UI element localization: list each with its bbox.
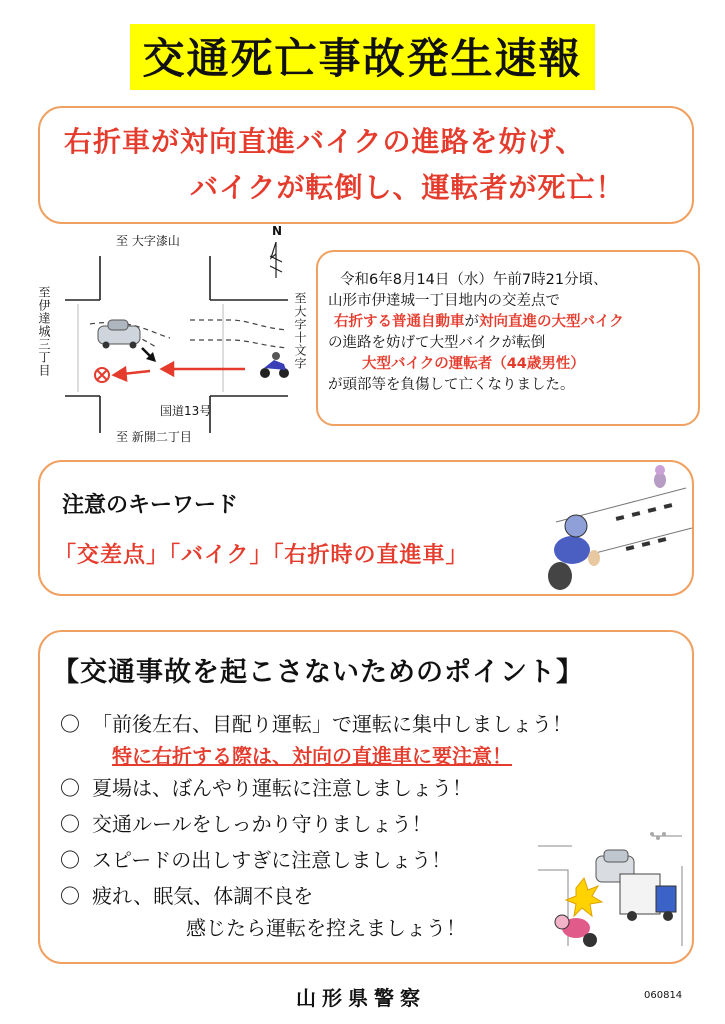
rider-icon [548,515,600,590]
point-item-5-line2: 感じたら運転を控えましょう！ [186,916,466,940]
map-label-bottom: 至 新開二丁目 [116,430,192,444]
point-bullet: 〇 [60,776,80,800]
car-icon [98,320,140,349]
point-bullet: 〇 [60,812,80,836]
point-text: 疲れ、眠気、体調不良を [92,884,314,908]
point-item-2 [60,770,472,806]
point-emphasis-text: 特に右折する際は、対向の直進車に要注意！ [112,744,512,768]
keyword-text: 「交差点」「バイク」「右折時の直進車」 [54,543,469,568]
point-item-3 [60,806,432,842]
intersection-map [30,224,320,450]
motorcycle-icon [260,352,289,378]
title-area [0,24,725,90]
crash-mark-icon [95,368,109,382]
far-rider-icon [654,465,666,488]
desc-victim-red: 大型バイクの運転者（44歳男性） [362,356,585,372]
point-text: 交通ルールをしっかり守りましょう！ [92,812,432,836]
desc-line4: の進路を妨げて大型バイクが転倒 [328,335,546,351]
point-text: 「前後左右、目配り運転」で運転に集中しましょう！ [92,712,572,736]
desc-line1: 令和6年8月14日（水）午前7時21分頃、 [340,272,608,288]
desc-line3-mid: が [464,314,479,330]
description-box [316,250,700,426]
desc-car-red: 右折する普通自動車 [334,314,465,330]
truck-icon [620,874,676,921]
map-label-right: 至大字十文字 [293,292,307,370]
map-label-top: 至 大字漆山 [116,234,180,248]
point-bullet: 〇 [60,884,80,908]
point-item-4 [60,842,451,878]
desc-line3 [334,312,624,333]
points-title: 【交通事故を起こさないためのポイント】 [52,657,584,688]
north-label: N [272,224,283,238]
point-text: 夏場は、ぼんやり運転に注意しましょう！ [92,776,472,800]
map-label-left: 至伊達城三丁目 [37,286,51,377]
footer-org: 山形県警察 [296,986,426,1010]
fallen-rider-icon [555,915,597,947]
accident-illustration [532,826,692,956]
impact-icon [566,878,602,916]
headline-line1: 右折車が対向直進バイクの進路を妨げ、 [64,125,585,158]
north-arrow-icon [270,242,282,278]
page-title: 交通死亡事故発生速報 [130,24,594,90]
point-bullet: 〇 [60,848,80,872]
map-label-route: 国道13号 [160,404,212,418]
desc-bike-red: 対向直進の大型バイク [479,314,624,330]
keyword-title: 注意のキーワード [62,493,239,518]
point-bullet: 〇 [60,712,80,736]
headline-line2: バイクが転倒し、運転者が死亡！ [190,171,625,204]
rider-illustration [536,458,696,598]
footer-code: 060814 [644,990,683,1001]
point-item-1 [60,706,572,742]
desc-line2: 山形市伊達城一丁目地内の交差点で [328,293,560,309]
desc-line6: が頭部等を負傷して亡くなりました。 [328,377,575,393]
point-text: スピードの出しすぎに注意しましょう！ [92,848,452,872]
point-item-5 [60,878,313,914]
point-emphasis [112,738,512,774]
headline-box [38,106,694,224]
